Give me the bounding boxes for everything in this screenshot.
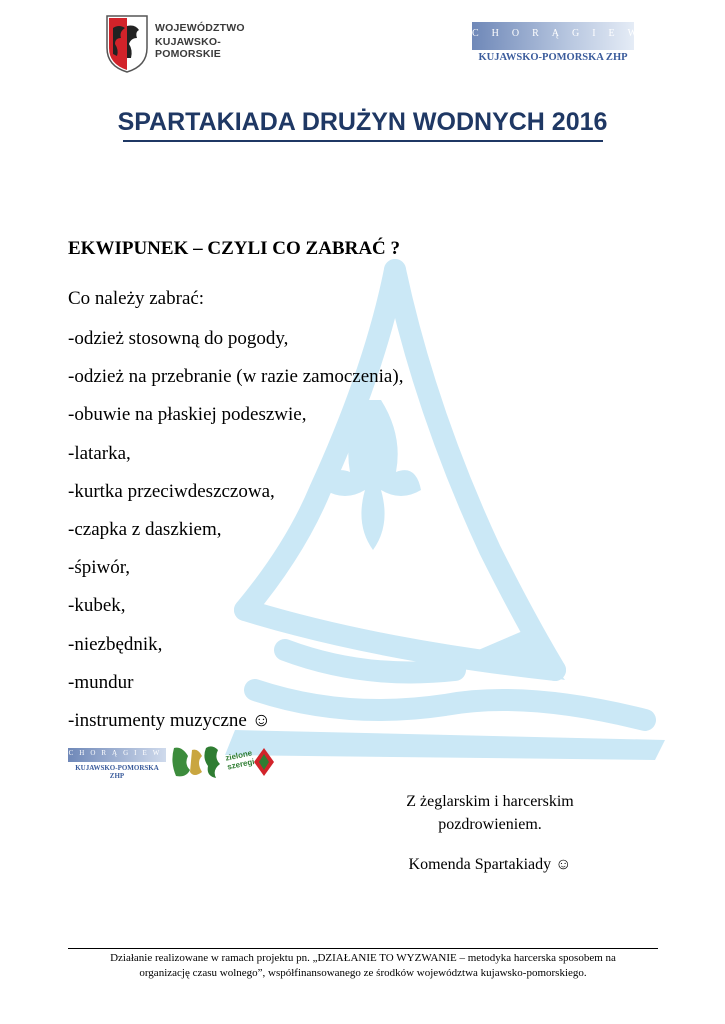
title-underline (123, 140, 603, 142)
greeting-line-1: Z żeglarskim i harcerskim (406, 793, 574, 810)
list-item: -odzież stosowną do pogody, (68, 328, 289, 349)
logo-word: CHORĄGIEW (472, 28, 651, 39)
list-item: -niezbędnik, (68, 633, 163, 655)
list-item: -odzież na przebranie (w razie zamoczenia), (68, 366, 404, 388)
list-item: -kurtka przeciwdeszczowa, (68, 480, 275, 502)
footnote-line-1: Działanie realizowane w ramach projektu pn. „DZIAŁANIE TO WYZWANIE – metodyka harcerska sposobem na (110, 952, 616, 964)
footnote (70, 951, 656, 981)
greeting-line-2: pozdrowieniem. (438, 816, 542, 833)
chorągiew-small-logo (68, 748, 166, 778)
list-item: -kubek, (68, 595, 126, 617)
list-item: -latarka, (68, 442, 131, 464)
voivodeship-logo (105, 14, 285, 76)
logo-line-1: WOJEWÓDZTWO (155, 22, 245, 34)
footnote-divider (68, 948, 658, 949)
small-logo-subtitle: KUJAWSKO-POMORSKA ZHP (75, 764, 159, 780)
chorągiew-logo (472, 22, 651, 68)
page-title: SPARTAKIADA DRUŻYN WODNYCH 2016 (117, 108, 608, 136)
list-item: -obuwie na płaskiej podeszwie, (68, 404, 307, 426)
list-item: -śpiwór, (68, 557, 131, 579)
logo-line-2: KUJAWSKO-POMORSKIE (155, 36, 221, 60)
small-logo-word: CHORĄGIEW (68, 749, 166, 757)
footnote-line-2: organizację czasu wolnego”, współfinansowanego ze środków województwa kujawsko-pomorskiego. (139, 967, 587, 979)
equipment-list (68, 327, 403, 747)
logo-subtitle: KUJAWSKO-POMORSKA ZHP (478, 52, 628, 63)
list-item: -instrumenty muzyczne ☺ (68, 709, 272, 731)
greeting (320, 790, 660, 836)
list-item: -mundur (68, 671, 134, 693)
green-ranks-logo-text: zielone szeregi (224, 748, 256, 772)
partner-logos (68, 742, 308, 782)
coat-of-arms-icon (105, 14, 149, 74)
section-heading: EKWIPUNEK – CZYLI CO ZABRAĆ ? (68, 238, 401, 259)
list-item: -czapka z daszkiem, (68, 518, 222, 540)
signature: Komenda Spartakiady ☺ (408, 856, 572, 873)
section-intro: Co należy zabrać: (68, 288, 205, 309)
